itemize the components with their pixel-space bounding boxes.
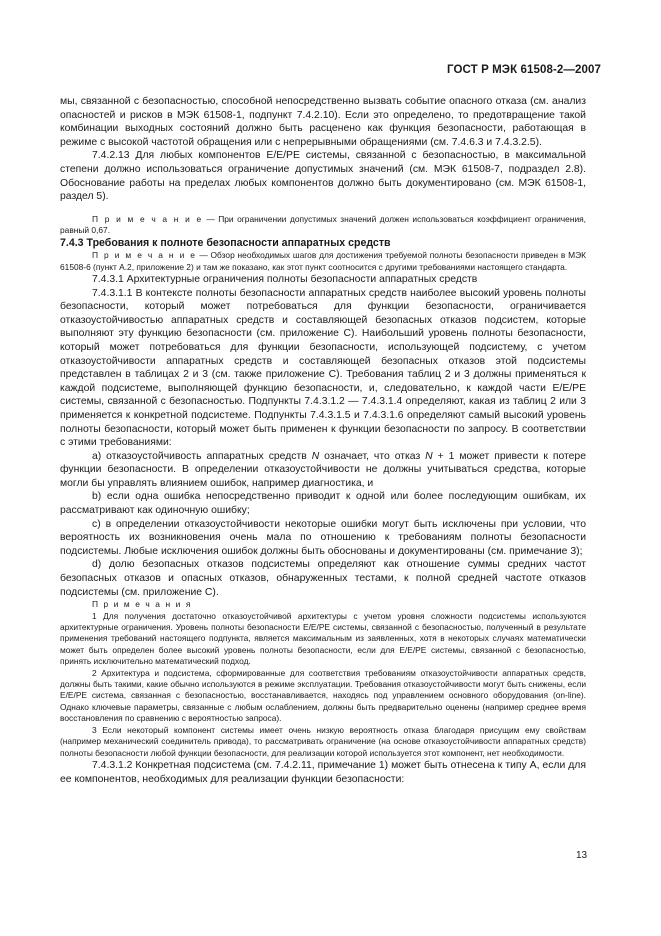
list-item-d: d) долю безопасных отказов подсистемы определяют как отношение суммы средних частот безопасных отказов и опасных отказов, обнаруженных тестами, к полной средней частоте отказов подсистемы (см. приложение С). [60,559,586,598]
page-number: 13 [576,850,588,861]
paragraph-7-4-3-1-2: 7.4.3.1.2 Конкретная подсистема (см. 7.4.2.11, примечание 1) может быть отнесена к типу А, если для ее компонентов, необходимых для реализации функции безопасности: [60,759,586,785]
standard-header: ГОСТ Р МЭК 61508-2—2007 [447,64,601,76]
note-limit-values [60,214,586,237]
list-item-c: с) в определении отказоустойчивости некоторые ошибки могут быть исключены при условии, что вероятность их возникновения очень мала по отношению к требованиям полноты безопасности подсистемы. Любые исключения ошибок должны быть обоснованы и документированы (см. примечание 3); [60,518,586,557]
continued-paragraph: мы, связанной с безопасностью, способной непосредственно вызвать событие опасного отказа (см. анализ опасностей и рисков в МЭК 61508-1, подпункт 7.4.2.10). Если это определено, то предотвращение такой комбинации выходных состояний должно быть расценено как функция безопасности, работающая в режиме с высокой частотой обращения или с непрерывными обращениями (см. 7.4.6.3 и 7.4.3.2.5). [60,96,586,148]
note-item-2: 2 Архитектура и подсистема, сформированные для соответствия требованиям отказоустойчивости аппаратных средств, должны быть такими, какие обычно используются в режиме эксплуатации. Требования отказоустойчивости могут быть снижены, если Е/Е/РЕ система, связанная с безопасностью, восстанавливается, находясь под управлением основного оборудования (on-line). Однако ключевые параметры, связанные с любым ослаблением, должны быть предварительно оценены (например среднее время восстановления по сравнению с вероятностью запроса). [60,667,586,724]
document-body [60,95,586,786]
note-item-3: 3 Если некоторый компонент системы имеет очень низкую вероятность отказа благодаря присущим ему свойствам (например механический соединитель привода), то рассматривать ограничение (на основе отказоустойчивости аппаратных средств) полноты безопасности любой функции безопасности, для реализации которой используется этот компонент, нет необходимости. [60,724,586,758]
item-a-text: + 1 может привести к потере функции безопасности. В определении отказоустойчивости не должны учитываться средства, которые могли бы управлять влиянием ошибок, например диагностика, и [60,450,586,489]
list-item-a [60,450,586,491]
item-a-text: означает, что отказ [319,450,426,462]
note-label: П р и м е ч а н и е [92,213,203,224]
item-a-variable: N [425,450,433,462]
note-text: — Обзор необходимых шагов для достижения требуемой полноты безопасности приведен в МЭК 61508-6 (пункт А.2, приложение 2) и там же показано, как этот пункт соотносится с другими требованиями настоящего стандарта. [60,250,586,272]
paragraph-7-4-2-13: 7.4.2.13 Для любых компонентов Е/Е/РЕ системы, связанной с безопасностью, в максимальной степени должно использоваться ограничение допустимых значений (см. МЭК 61508-7, подраздел 2.8). Обоснование работы на пределах любых компонентов должно быть документировано (см. МЭК 61508-1, раздел 5). [60,150,586,203]
list-item-b: b) если одна ошибка непосредственно приводит к одной или более последующим ошибкам, их рассматривают как одиночную ошибку; [60,491,586,517]
note-overview [60,250,586,273]
paragraph-7-4-3-1-1: 7.4.3.1.1 В контексте полноты безопасности аппаратных средств наиболее высокий уровень полноты безопасности, который может потребоваться для функции безопасности, ограничивается отказоустойчивостью аппаратных средств и составляющей безопасных отказов подсистем, которые выполняют эту функцию безопасности (см. приложение С). Наибольший уровень полноты безопасности, который может потребоваться для функции безопасности, использующей подсистему, с учетом отказоустойчивости аппаратных средств и составляющей безопасных отказов этой подсистемы представлен в таблицах 2 и 3 (см. также приложение С). Требования таблиц 2 и 3 должны применяться к каждой подсистеме, выполняющей функцию безопасности, и, следовательно, к каждой части Е/Е/РЕ системы, связанной с безопасностью. Подпункты 7.4.3.1.2 — 7.4.3.1.4 определяют, какая из таблиц 2 или 3 применяется к конкретной подсистеме. Подпункты 7.4.3.1.5 и 7.4.3.1.6 определяют самый высокий уровень полноты безопасности, который может быть применен к функции безопасности по запросу. В соответствии с этими требованиями: [60,287,586,449]
note-text: — При ограничении допустимых значений должен использоваться коэффициент ограничения, равный 0,67. [60,213,586,236]
item-a-text: а) отказоустойчивость аппаратных средств [92,450,312,462]
note-item-1: 1 Для получения достаточно отказоустойчивой архитектуры с учетом уровня сложности подсистемы используются архитектурные ограничения. Уровень полноты безопасности Е/Е/РЕ системы, связанной с безопасностью, полученный в результате применения требований настоящего подпункта, является максимальным из заявленных, хотя в некоторых случаях математически может быть определен более высокий уровень полноты безопасности, если для Е/Е/РЕ системы, связанной с безопасностью, принять исключительно математический подход. [60,610,586,667]
notes-title: П р и м е ч а н и я [92,599,192,610]
paragraph-7-4-3-1: 7.4.3.1 Архитектурные ограничения полноты безопасности аппаратных средств [92,273,478,285]
section-heading-7-4-3: 7.4.3 Требования к полноте безопасности аппаратных средств [60,236,391,249]
note-label: П р и м е ч а н и е [92,250,197,261]
item-a-variable: N [311,450,320,462]
